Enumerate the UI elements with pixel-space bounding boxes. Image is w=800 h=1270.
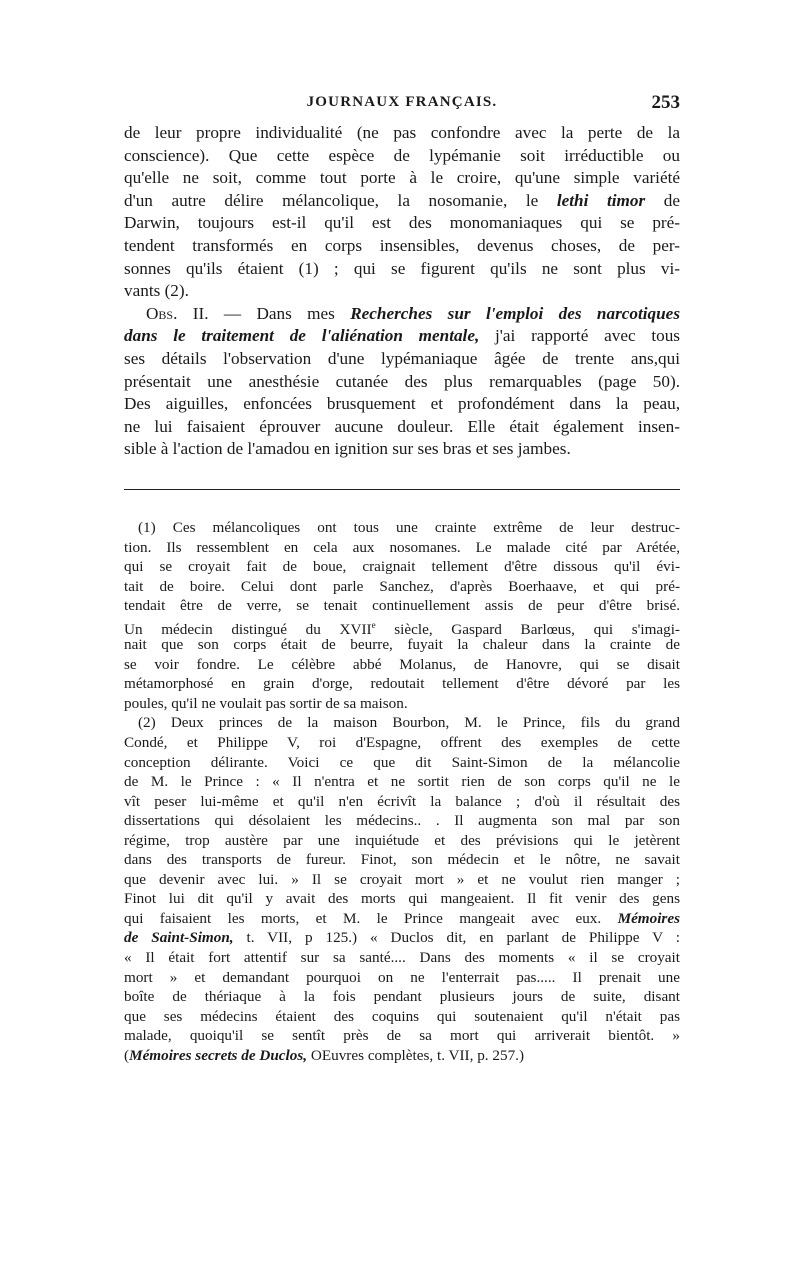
footnote-line-8: [124, 655, 680, 675]
footnote-line-20: [124, 889, 680, 909]
footnote-line-16-segment: dissertations qui désolaient les médecins.. . Il augmenta son mal par son: [124, 812, 680, 830]
body-line-8: [124, 280, 680, 303]
body-line-2: [124, 145, 680, 168]
running-title: JOURNAUX FRANÇAIS.: [306, 94, 498, 110]
footnote-line-24: [124, 968, 680, 988]
footnote-line-16: [124, 811, 680, 831]
page-number: 253: [651, 92, 680, 113]
footnote-line-4: [124, 577, 680, 597]
footnote-line-28: [124, 1046, 680, 1066]
body-line-4: [124, 190, 680, 213]
running-head: [124, 92, 680, 118]
footnote-line-10-segment: poules, qu'il ne voulait pas sortir de sa maison.: [124, 694, 408, 712]
footnote-line-11: [124, 713, 680, 733]
footnote-line-21: [124, 909, 680, 929]
body-line-7: [124, 258, 680, 281]
body-line-12: [124, 371, 680, 394]
body-line-11-segment: ses détails l'observation d'une lypémaniaque âgée de trente ans,qui: [124, 348, 680, 368]
footnote-separator-rule: [124, 489, 680, 490]
footnote-line-25: [124, 987, 680, 1007]
body-line-12-segment: présentait une anesthésie cutanée des plus remarquables (page 50).: [124, 371, 680, 391]
footnote-line-24-segment: mort » et demandant pourquoi on ne l'enterrait pas..... Il prenait une: [124, 968, 680, 986]
footnote-line-15: [124, 792, 680, 812]
footnote-line-9: [124, 674, 680, 694]
body-line-9: [124, 303, 680, 326]
body-line-13: [124, 393, 680, 416]
footnote-line-11-segment: (2) Deux princes de la maison Bourbon, M. le Prince, fils du grand: [138, 714, 680, 732]
footnote-line-6-segment: Un médecin distingué du XVII: [124, 620, 372, 638]
footnote-line-6-segment: e: [371, 619, 376, 630]
footnote-line-15-segment: vît peser lui-même et qu'il n'en écrivît la balance ; d'où il résultait des: [124, 792, 680, 810]
footnote-line-17: [124, 831, 680, 851]
footnote-line-3: [124, 557, 680, 577]
body-line-5: [124, 212, 680, 235]
footnote-line-28-segment: (: [124, 1046, 130, 1064]
body-line-10-segment: dans le traitement de l'aliénation mentale,: [124, 326, 480, 346]
body-line-10: [124, 325, 680, 348]
body-line-5-segment: Darwin, toujours est-il qu'il est des monomaniaques qui se pré-: [124, 213, 680, 233]
body-line-15-segment: sible à l'action de l'amadou en ignition sur ses bras et ses jambes.: [124, 439, 571, 459]
footnote-line-28-segment: Mémoires secrets de Duclos,: [129, 1046, 308, 1064]
body-line-8-segment: vants (2).: [124, 281, 189, 301]
footnote-line-6: [124, 616, 680, 636]
body-line-14-segment: ne lui faisaient éprouver aucune douleur. Elle était également insen-: [124, 416, 680, 436]
footnote-line-13: [124, 753, 680, 773]
footnote-line-21-segment: Mémoires: [617, 909, 680, 927]
footnote-line-6-segment: siècle, Gaspard Barlœus, qui s'imagi-: [375, 620, 680, 638]
footnote-line-18: [124, 850, 680, 870]
footnote-line-26: [124, 1007, 680, 1027]
footnote-line-26-segment: que ses médecins étaient des coquins qui soutenaient qu'il n'était pas: [124, 1007, 680, 1025]
footnote-line-8-segment: se voir fondre. Le célèbre abbé Molanus, de Hanovre, qui se disait: [124, 655, 680, 673]
body-line-9-segment: Obs. II.: [146, 303, 209, 323]
body-line-9-segment: — Dans mes: [208, 303, 351, 323]
footnote-line-23-segment: « Il était fort attentif sur sa santé.... Dans des moments « il se croyait: [124, 949, 680, 967]
main-text: [124, 122, 680, 461]
body-line-11: [124, 348, 680, 371]
footnote-line-17-segment: régime, trop austère par une inquiétude et des prévisions qui le jetèrent: [124, 831, 680, 849]
footnote-line-12-segment: Condé, et Philippe V, roi d'Espagne, offrent des exemples de cette: [124, 734, 680, 752]
footnote-line-22-segment: t. VII, p 125.) « Duclos dit, en parlant de Philippe V :: [233, 929, 680, 947]
footnote-line-27-segment: malade, quoiqu'il se sentît près de sa mort qui arriverait bientôt. »: [124, 1027, 680, 1045]
body-line-14: [124, 416, 680, 439]
body-line-7-segment: sonnes qu'ils étaient (1) ; qui se figurent qu'ils ne sont plus vi-: [124, 258, 680, 278]
footnote-line-21-segment: qui faisaient les morts, et M. le Prince mangeait avec eux.: [124, 909, 618, 927]
body-line-4-segment: de: [645, 190, 680, 210]
footnote-line-27: [124, 1026, 680, 1046]
body-line-2-segment: conscience). Que cette espèce de lypémanie soit irréductible ou: [124, 145, 680, 165]
body-line-6-segment: tendent transformés en corps insensibles, devenus choses, de per-: [124, 235, 680, 255]
footnote-line-1-segment: (1) Ces mélancoliques ont tous une crainte extrême de leur destruc-: [138, 519, 680, 536]
footnote-line-7: [124, 635, 680, 655]
body-line-15: [124, 438, 680, 461]
footnote-line-19-segment: que devenir avec lui. » Il se croyait mort » et ne voulut rien manger ;: [124, 870, 680, 888]
footnote-line-7-segment: nait que son corps était de beurre, fuyait la chaleur dans la crainte de: [124, 636, 680, 654]
footnote-line-5: [124, 596, 680, 616]
footnote-line-22-segment: de Saint-Simon,: [124, 929, 234, 947]
body-line-4-segment: lethi timor: [556, 190, 646, 210]
footnote-line-2-segment: tion. Ils ressemblent en cela aux nosomanes. Le malade cité par Arétée,: [124, 538, 680, 556]
footnote-line-1: [124, 518, 680, 538]
body-line-3-segment: qu'elle ne soit, comme tout porte à le croire, qu'une simple variété: [124, 168, 680, 188]
footnote-line-12: [124, 733, 680, 753]
body-line-9-segment: Recherches sur l'emploi des narcotiques: [350, 303, 681, 323]
footnote-line-18-segment: dans des transports de fureur. Finot, son médecin et le nôtre, ne savait: [124, 851, 680, 869]
body-line-1: [124, 122, 680, 145]
footnote-line-3-segment: qui se croyait fait de boue, craignait tellement d'être dissous qu'il évi-: [124, 558, 680, 576]
footnote-line-2: [124, 538, 680, 558]
footnote-line-9-segment: métamorphosé en grain d'orge, redoutait tellement d'être dévoré par les: [124, 675, 680, 693]
footnote-line-25-segment: boîte de thériaque à la fois pendant plusieurs jours de suite, disant: [124, 988, 680, 1006]
footnote-line-14-segment: de M. le Prince : « Il n'entra et ne sortit rien de son corps qu'il ne le: [124, 773, 680, 791]
body-line-4-segment: d'un autre délire mélancolique, la nosomanie, le: [124, 190, 557, 210]
footnote-line-28-segment: OEuvres complètes, t. VII, p. 257.): [307, 1046, 525, 1064]
body-line-6: [124, 235, 680, 258]
body-line-3: [124, 167, 680, 190]
body-line-13-segment: Des aiguilles, enfoncées brusquement et profondément dans la peau,: [124, 394, 680, 414]
body-line-1-segment: de leur propre individualité (ne pas confondre avec la perte de la: [124, 123, 680, 142]
footnote-line-19: [124, 870, 680, 890]
footnote-line-5-segment: tendait être de verre, se tenait continuellement assis de peur d'être brisé.: [124, 597, 680, 615]
footnote-line-13-segment: conception délirante. Voici ce que dit Saint-Simon de la mélancolie: [124, 753, 680, 771]
body-line-10-segment: j'ai rapporté avec tous: [479, 326, 680, 346]
footnote-line-10: [124, 694, 680, 714]
footnote-line-23: [124, 948, 680, 968]
footnote-line-4-segment: tait de boire. Celui dont parle Sanchez, d'après Boerhaave, et qui pré-: [124, 577, 680, 595]
footnote-line-14: [124, 772, 680, 792]
footnotes: [124, 518, 680, 1065]
footnote-line-20-segment: Finot lui dit qu'il y avait des morts qui mangeaient. Il fit venir des gens: [124, 890, 680, 908]
footnote-line-22: [124, 928, 680, 948]
